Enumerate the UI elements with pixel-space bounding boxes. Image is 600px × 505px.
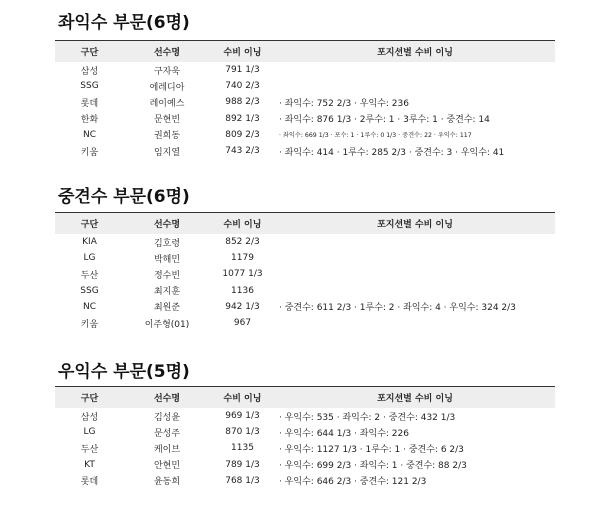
header-innings: 수비 이닝 bbox=[210, 41, 275, 63]
cell-team: 두산 bbox=[80, 444, 99, 455]
table-row bbox=[55, 440, 555, 456]
cell-innings: 789 1/3 bbox=[225, 459, 260, 470]
cell-positions: · 좌익수: 876 1/3 · 2루수: 1 · 3루수: 1 · 중견수: 14 bbox=[279, 115, 490, 126]
cell-innings: 892 1/3 bbox=[225, 113, 260, 124]
cell-player: 레이예스 bbox=[149, 98, 185, 109]
table-row bbox=[55, 408, 555, 424]
table-row bbox=[55, 283, 555, 299]
cell-positions bbox=[275, 234, 555, 250]
cell-innings: 1135 bbox=[231, 443, 254, 454]
cell-positions bbox=[275, 250, 555, 266]
table-row bbox=[55, 94, 555, 110]
table-row bbox=[55, 143, 555, 159]
cell-positions: · 좌익수: 669 1/3 · 포수: 1 · 1루수: 0 1/3 · 중견수: 22 · 우익수: 117 bbox=[279, 132, 472, 140]
cell-innings: 743 2/3 bbox=[225, 146, 260, 157]
cell-positions bbox=[275, 62, 555, 78]
cell-innings: 870 1/3 bbox=[225, 427, 260, 438]
cell-team: KIA bbox=[82, 237, 97, 248]
header-player: 선수명 bbox=[124, 387, 210, 409]
cell-player: 문성주 bbox=[153, 428, 181, 439]
cell-player: 권희동 bbox=[153, 131, 181, 142]
table-row bbox=[55, 111, 555, 127]
cell-positions: · 좌익수: 752 2/3 · 우익수: 236 bbox=[279, 98, 409, 109]
cell-team: LG bbox=[83, 427, 96, 438]
cell-positions bbox=[275, 315, 555, 331]
cell-team: 삼성 bbox=[80, 66, 99, 77]
cell-player: 정수빈 bbox=[153, 270, 181, 281]
cell-player: 문현빈 bbox=[153, 115, 181, 126]
table-row bbox=[55, 62, 555, 78]
section-title: 중견수 부문(6명) bbox=[58, 187, 190, 207]
table-row bbox=[55, 127, 555, 143]
cell-team: 키움 bbox=[80, 147, 99, 158]
cell-player: 박해민 bbox=[153, 254, 181, 265]
cell-positions: · 우익수: 646 2/3 · 중견수: 121 2/3 bbox=[279, 477, 427, 488]
table-row bbox=[55, 473, 555, 489]
cell-positions: · 우익수: 699 2/3 · 좌익수: 1 · 중견수: 88 2/3 bbox=[279, 461, 467, 472]
cell-team: NC bbox=[82, 129, 97, 140]
stats-table bbox=[55, 212, 555, 331]
section-title: 좌익수 부문(6명) bbox=[58, 13, 190, 33]
cell-team: SSG bbox=[80, 81, 99, 92]
header-team: 구단 bbox=[55, 387, 124, 409]
table-row bbox=[55, 299, 555, 315]
cell-positions: · 우익수: 1127 1/3 · 1루수: 1 · 중견수: 6 2/3 bbox=[279, 444, 464, 455]
cell-positions bbox=[275, 266, 555, 282]
cell-positions bbox=[275, 78, 555, 94]
cell-team: 키움 bbox=[80, 319, 99, 330]
table-row bbox=[55, 78, 555, 94]
cell-team: 롯데 bbox=[80, 98, 99, 109]
cell-innings: 809 2/3 bbox=[225, 129, 260, 140]
header-positions: 포지션별 수비 이닝 bbox=[275, 387, 555, 409]
cell-team: LG bbox=[83, 253, 96, 264]
cell-player: 케이브 bbox=[153, 444, 181, 455]
header-innings: 수비 이닝 bbox=[210, 387, 275, 409]
cell-positions: · 좌익수: 414 · 1루수: 285 2/3 · 중견수: 3 · 우익수: 41 bbox=[279, 147, 505, 158]
cell-innings: 1136 bbox=[231, 285, 254, 296]
header-player: 선수명 bbox=[124, 213, 210, 235]
header-positions: 포지션별 수비 이닝 bbox=[275, 41, 555, 63]
cell-player: 에레디아 bbox=[149, 82, 185, 93]
header-team: 구단 bbox=[55, 41, 124, 63]
cell-team: 한화 bbox=[80, 115, 99, 126]
cell-team: SSG bbox=[80, 285, 99, 296]
table-header-row bbox=[55, 387, 555, 409]
cell-positions bbox=[275, 283, 555, 299]
cell-player: 최지훈 bbox=[153, 287, 181, 298]
cell-innings: 768 1/3 bbox=[225, 475, 260, 486]
section-title: 우익수 부문(5명) bbox=[58, 362, 190, 382]
table-row bbox=[55, 250, 555, 266]
stats-table bbox=[55, 40, 555, 159]
cell-innings: 852 2/3 bbox=[225, 237, 260, 248]
table-header-row bbox=[55, 213, 555, 235]
cell-team: NC bbox=[82, 301, 97, 312]
cell-player: 최원준 bbox=[153, 303, 181, 314]
cell-innings: 1077 1/3 bbox=[222, 269, 263, 280]
table-row bbox=[55, 424, 555, 440]
cell-player: 안현민 bbox=[153, 461, 181, 472]
table-row bbox=[55, 234, 555, 250]
cell-positions: · 중견수: 611 2/3 · 1루수: 2 · 좌익수: 4 · 우익수: 324 2/3 bbox=[279, 303, 516, 314]
cell-innings: 942 1/3 bbox=[225, 301, 260, 312]
cell-team: 롯데 bbox=[80, 477, 99, 488]
cell-positions: · 우익수: 644 1/3 · 좌익수: 226 bbox=[279, 428, 409, 439]
cell-player: 윤동희 bbox=[153, 477, 181, 488]
header-player: 선수명 bbox=[124, 41, 210, 63]
table-row bbox=[55, 315, 555, 331]
stats-table bbox=[55, 386, 555, 489]
header-innings: 수비 이닝 bbox=[210, 213, 275, 235]
cell-innings: 988 2/3 bbox=[225, 97, 260, 108]
cell-team: KT bbox=[84, 459, 95, 470]
header-positions: 포지션별 수비 이닝 bbox=[275, 213, 555, 235]
table-row bbox=[55, 266, 555, 282]
cell-positions: · 우익수: 535 · 좌익수: 2 · 중견수: 432 1/3 bbox=[279, 412, 456, 423]
cell-innings: 1179 bbox=[231, 253, 254, 264]
cell-innings: 791 1/3 bbox=[225, 65, 260, 76]
cell-innings: 967 bbox=[233, 318, 252, 329]
header-team: 구단 bbox=[55, 213, 124, 235]
table-row bbox=[55, 457, 555, 473]
cell-player: 구자욱 bbox=[153, 66, 181, 77]
cell-innings: 969 1/3 bbox=[225, 411, 260, 422]
cell-team: 두산 bbox=[80, 270, 99, 281]
cell-player: 김성윤 bbox=[153, 412, 181, 423]
cell-team: 삼성 bbox=[80, 412, 99, 423]
cell-innings: 740 2/3 bbox=[225, 81, 260, 92]
cell-player: 이주형(01) bbox=[144, 319, 190, 330]
cell-player: 임지열 bbox=[153, 147, 181, 158]
cell-player: 김호령 bbox=[153, 238, 181, 249]
table-header-row bbox=[55, 41, 555, 63]
